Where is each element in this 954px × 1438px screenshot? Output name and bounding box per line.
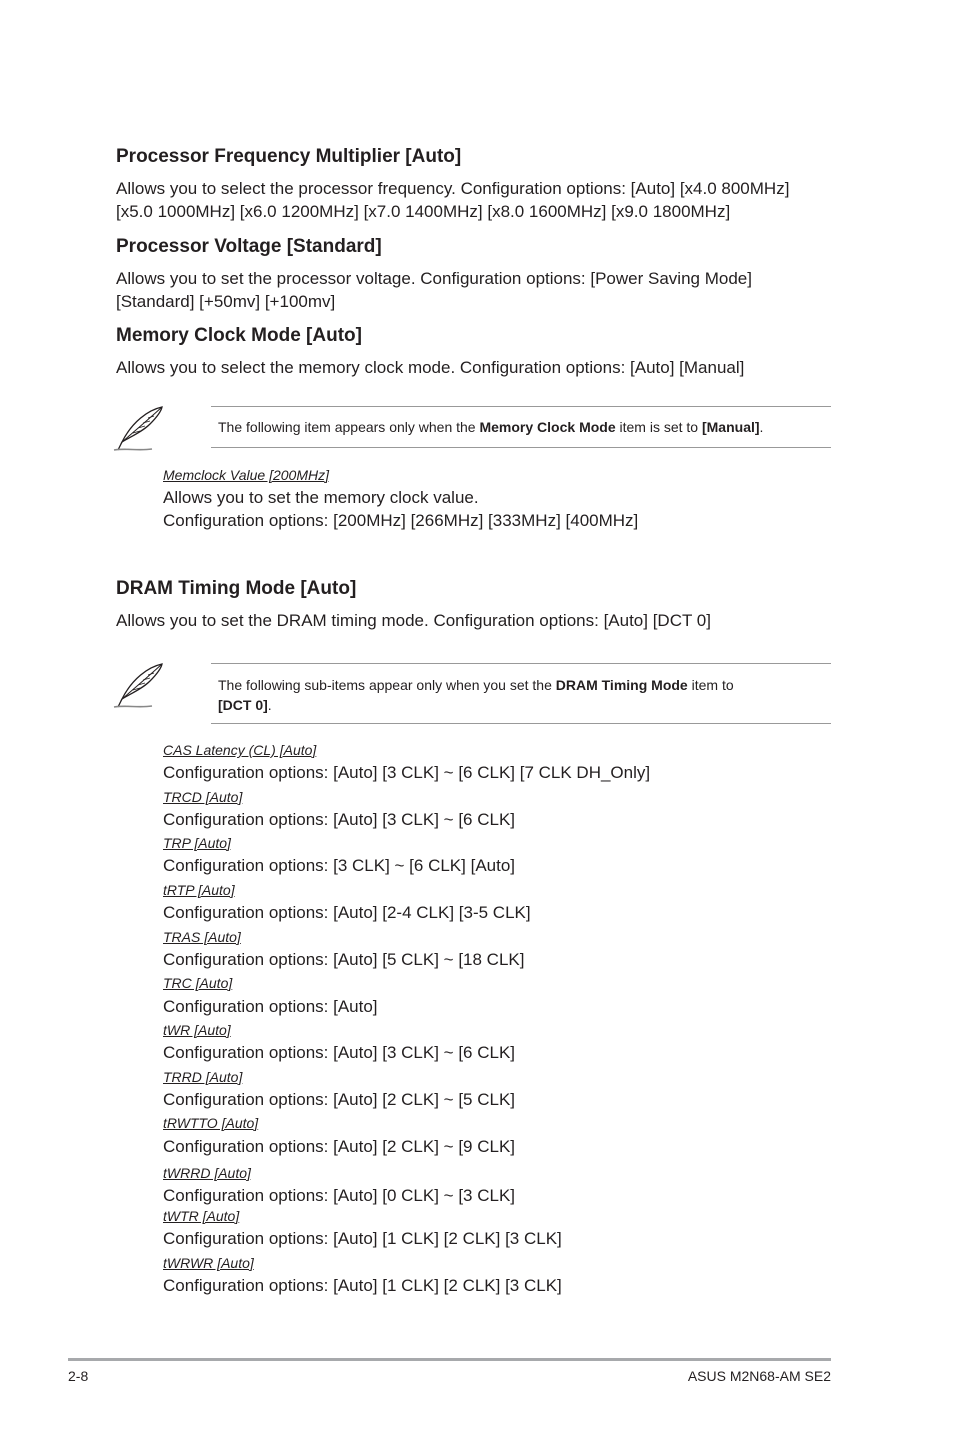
subitem-options: Configuration options: [Auto] [2 CLK] ~ [9 CLK] <box>163 1137 516 1156</box>
section-heading-dram-timing-mode: DRAM Timing Mode [Auto] <box>116 578 357 599</box>
note-text: The following item appears only when the Memory Clock Mode item is set to [Manual]. <box>218 419 764 435</box>
text-line: Allows you to select the memory clock mode. Configuration options: [Auto] [Manual] <box>116 358 745 377</box>
quill-note-icon <box>112 404 168 454</box>
subitem-description: Allows you to set the memory clock value. <box>163 488 479 507</box>
product-name: ASUS M2N68-AM SE2 <box>687 1368 831 1384</box>
subitem-options: Configuration options: [Auto] [1 CLK] [2 CLK] [3 CLK] <box>163 1276 562 1295</box>
subitem-title: tRWTTO [Auto] <box>163 1115 259 1131</box>
text-line: [Standard] [+50mv] [+100mv] <box>116 292 336 311</box>
section-text <box>116 177 789 223</box>
footer-rule <box>68 1358 831 1361</box>
section-heading-processor-voltage: Processor Voltage [Standard] <box>116 236 382 257</box>
section-heading-memory-clock-mode: Memory Clock Mode [Auto] <box>116 325 362 346</box>
subitem-options: Configuration options: [Auto] [3 CLK] ~ [6 CLK] [7 CLK DH_Only] <box>163 763 651 782</box>
subitem-title-memclock: Memclock Value [200MHz] <box>163 467 329 483</box>
subitem-title: TRP [Auto] <box>163 835 231 851</box>
subitem-options: Configuration options: [3 CLK] ~ [6 CLK] [Auto] <box>163 856 516 875</box>
subitem-title: tRTP [Auto] <box>163 882 235 898</box>
quill-note-icon <box>112 661 168 711</box>
subitem-title: CAS Latency (CL) [Auto] <box>163 742 317 758</box>
note-text <box>211 664 831 715</box>
subitem-title: TRRD [Auto] <box>163 1069 243 1085</box>
note-box-dram-timing <box>211 663 831 724</box>
text-line: Allows you to set the processor voltage. Configuration options: [Power Saving Mode] <box>116 269 752 288</box>
subitem-title: tWRRD [Auto] <box>163 1165 251 1181</box>
subitem-options: Configuration options: [Auto] [5 CLK] ~ [18 CLK] <box>163 950 525 969</box>
text-line: Allows you to select the processor frequency. Configuration options: [Auto] [x4.0 800MHz] <box>116 179 790 198</box>
subitem-title: TRAS [Auto] <box>163 929 241 945</box>
section-text <box>116 267 752 313</box>
subitem-options: Configuration options: [Auto] [3 CLK] ~ [6 CLK] <box>163 1043 516 1062</box>
subitem-options: Configuration options: [Auto] [2-4 CLK] [3-5 CLK] <box>163 903 531 922</box>
note-line: [DCT 0]. <box>218 697 272 713</box>
section-text <box>116 609 711 632</box>
text-line: Allows you to set the DRAM timing mode. Configuration options: [Auto] [DCT 0] <box>116 611 711 630</box>
section-text <box>116 356 744 379</box>
text-line: [x5.0 1000MHz] [x6.0 1200MHz] [x7.0 1400MHz] [x8.0 1600MHz] [x9.0 1800MHz] <box>116 202 731 221</box>
subitem-options: Configuration options: [Auto] <box>163 997 378 1016</box>
subitem-title: TRC [Auto] <box>163 975 233 991</box>
page-number: 2-8 <box>68 1368 89 1384</box>
subitem-options: Configuration options: [Auto] [3 CLK] ~ [6 CLK] <box>163 810 516 829</box>
note-box-memory-clock <box>211 406 831 448</box>
subitem-options: Configuration options: [200MHz] [266MHz] [333MHz] [400MHz] <box>163 511 639 530</box>
subitem-title: tWTR [Auto] <box>163 1208 240 1224</box>
subitem-options: Configuration options: [Auto] [2 CLK] ~ [5 CLK] <box>163 1090 516 1109</box>
subitem-options: Configuration options: [Auto] [1 CLK] [2 CLK] [3 CLK] <box>163 1229 562 1248</box>
section-heading-frequency-multiplier: Processor Frequency Multiplier [Auto] <box>116 146 462 167</box>
subitem-title: tWRWR [Auto] <box>163 1255 254 1271</box>
subitem-title: TRCD [Auto] <box>163 789 243 805</box>
note-line: The following sub-items appear only when you set the DRAM Timing Mode item to <box>218 677 734 693</box>
subitem-options: Configuration options: [Auto] [0 CLK] ~ [3 CLK] <box>163 1186 516 1205</box>
subitem-title: tWR [Auto] <box>163 1022 231 1038</box>
